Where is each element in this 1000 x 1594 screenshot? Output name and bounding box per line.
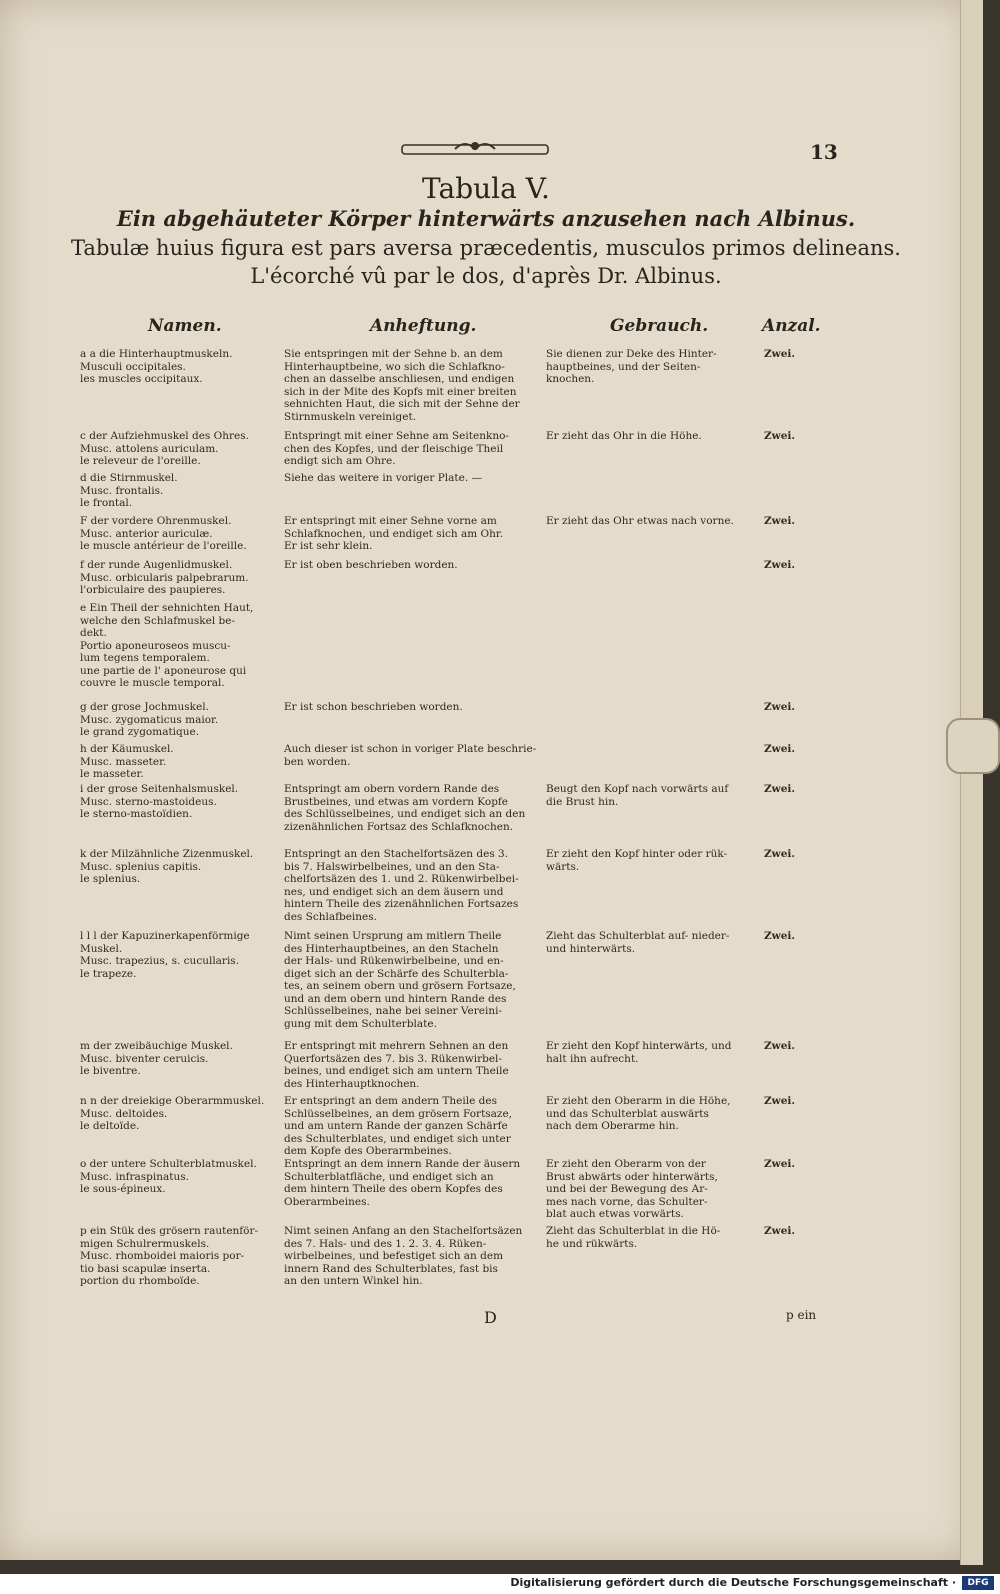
- row-count: Zwei.: [764, 783, 796, 795]
- row-name: [80, 1158, 280, 1196]
- row-attachment: [284, 472, 539, 485]
- row-use: [546, 783, 746, 808]
- row-name-line: le masseter.: [80, 768, 144, 780]
- row-name-line: k der Milzähnliche Zizenmuskel.: [80, 848, 254, 860]
- row-name-line: Musc. rhomboidei maioris por-: [80, 1250, 245, 1262]
- row-name-line: F der vordere Ohrenmuskel.: [80, 515, 232, 527]
- row-attachment: [284, 1095, 539, 1158]
- row-attachment-line: bis 7. Halswirbelbeines, und an den Sta-: [284, 860, 500, 873]
- row-use: [546, 1225, 746, 1250]
- row-name-line: migen Schulrermuskels.: [80, 1237, 210, 1250]
- row-name-line: g der grose Jochmuskel.: [80, 701, 209, 713]
- row-attachment-line: chelfortsäzen des 1. und 2. Rükenwirbelbei-: [284, 873, 519, 885]
- row-name: [80, 1225, 280, 1288]
- row-name-line: Musc. splenius capitis.: [80, 860, 202, 873]
- row-attachment-line: Entspringt mit einer Sehne am Seitenkno-: [284, 430, 509, 442]
- row-attachment: [284, 930, 539, 1030]
- row-name-line: Musc. frontalis.: [80, 484, 164, 497]
- row-count: Zwei.: [764, 1095, 796, 1107]
- row-name-line: le grand zygomatique.: [80, 726, 200, 738]
- row-count: Zwei.: [764, 348, 796, 360]
- row-attachment-line: sehnichten Haut, die sich mit der Sehne der: [284, 398, 520, 410]
- footer-bar: [0, 1574, 1000, 1594]
- row-attachment-line: dem Kopfe des Oberarmbeines.: [284, 1145, 452, 1157]
- row-use: [546, 1095, 746, 1133]
- row-attachment: [284, 1040, 539, 1090]
- footer-credit: Digitalisierung gefördert durch die Deutsche Forschungsgemeinschaft ·: [510, 1576, 956, 1589]
- row-name: [80, 701, 280, 739]
- row-name-line: p ein Stük des grösern rautenför-: [80, 1225, 259, 1237]
- row-attachment-line: chen an dasselbe anschliesen, und endigen: [284, 373, 515, 385]
- row-attachment-line: Oberarmbeines.: [284, 1195, 370, 1208]
- row-use-line: knochen.: [546, 373, 595, 385]
- row-name: [80, 1040, 280, 1078]
- column-header-use: Gebrauch.: [610, 316, 709, 336]
- row-name: [80, 430, 280, 468]
- row-name-line: Muskel.: [80, 942, 123, 955]
- row-attachment-line: Brustbeines, und etwas am vordern Kopfe: [284, 795, 509, 808]
- row-use-line: mes nach vorne, das Schulter-: [546, 1195, 708, 1208]
- row-attachment: [284, 783, 539, 833]
- row-attachment-line: Er entspringt an dem andern Theile des: [284, 1095, 497, 1107]
- column-header-attachment: Anheftung.: [370, 316, 477, 336]
- row-count: Zwei.: [764, 1158, 796, 1170]
- row-name-line: portion du rhomboïde.: [80, 1275, 200, 1287]
- row-use-line: Er zieht den Oberarm von der: [546, 1158, 706, 1170]
- row-attachment: [284, 1225, 539, 1288]
- row-name-line: welche den Schlafmuskel be-: [80, 614, 235, 627]
- row-count: Zwei.: [764, 930, 796, 942]
- row-attachment-line: Er ist sehr klein.: [284, 540, 373, 552]
- row-use-line: Brust abwärts oder hinterwärts,: [546, 1170, 718, 1183]
- plate-title: Tabula V.: [422, 172, 550, 205]
- row-count: Zwei.: [764, 701, 796, 713]
- row-use: [546, 515, 746, 528]
- row-count: Zwei.: [764, 430, 796, 442]
- row-name-line: le deltoïde.: [80, 1120, 140, 1132]
- row-attachment-line: wirbelbeines, und befestiget sich an dem: [284, 1250, 504, 1262]
- row-name: [80, 348, 280, 386]
- row-name-line: le biventre.: [80, 1065, 141, 1077]
- row-name: [80, 559, 280, 597]
- row-name: [80, 783, 280, 821]
- row-attachment: [284, 348, 539, 423]
- page-number: 13: [810, 140, 838, 164]
- row-attachment-line: tes, an seinem obern und grösern Fortsaze,: [284, 980, 516, 992]
- row-name: [80, 515, 280, 553]
- row-attachment-line: Querfortsäzen des 7. bis 3. Rükenwirbel-: [284, 1052, 502, 1065]
- row-name: [80, 472, 280, 510]
- row-attachment: [284, 515, 539, 553]
- row-attachment-line: gung mit dem Schulterblate.: [284, 1017, 437, 1030]
- row-count: Zwei.: [764, 1040, 796, 1052]
- row-name-line: le muscle antérieur de l'oreille.: [80, 540, 247, 552]
- binding-tab: [946, 718, 1000, 774]
- row-name-line: le sterno-mastoïdien.: [80, 808, 193, 820]
- german-subtitle: Ein abgehäuteter Körper hinterwärts anzusehen nach Albinus.: [116, 206, 856, 231]
- row-attachment-line: Schulterblatfläche, und endiget sich an: [284, 1170, 494, 1183]
- row-attachment-line: und an dem obern und hintern Rande des: [284, 992, 507, 1005]
- row-name-line: e Ein Theil der sehnichten Haut,: [80, 602, 254, 614]
- row-attachment: [284, 430, 539, 468]
- row-name-line: couvre le muscle temporal.: [80, 677, 225, 689]
- row-attachment-line: zizenähnlichen Fortsaz des Schlafknochen.: [284, 820, 514, 833]
- row-use-line: Er zieht den Kopf hinter oder rük-: [546, 848, 728, 860]
- row-attachment-line: endigt sich am Ohre.: [284, 455, 396, 467]
- row-name-line: le trapeze.: [80, 967, 137, 980]
- row-name-line: le frontal.: [80, 497, 133, 509]
- row-name-line: Musc. anterior auriculæ.: [80, 527, 213, 540]
- row-use: [546, 1040, 746, 1065]
- row-attachment-line: und am untern Rande der ganzen Schärfe: [284, 1120, 508, 1132]
- row-attachment-line: des Schulterblates, und endiget sich unter: [284, 1132, 511, 1145]
- row-attachment-line: Hinterhauptbeine, wo sich die Schlafkno-: [284, 360, 505, 373]
- row-attachment-line: des Hinterhauptbeines, an den Stacheln: [284, 942, 499, 955]
- row-attachment-line: beines, und endiget sich am untern Theile: [284, 1065, 509, 1077]
- column-header-names: Namen.: [148, 316, 222, 336]
- row-name-line: le splenius.: [80, 873, 141, 885]
- row-use-line: Sie dienen zur Deke des Hinter-: [546, 348, 717, 360]
- row-use-line: blat auch etwas vorwärts.: [546, 1208, 684, 1220]
- row-attachment-line: ben worden.: [284, 755, 351, 768]
- row-use-line: und das Schulterblat auswärts: [546, 1107, 709, 1120]
- row-name-line: tio basi scapulæ inserta.: [80, 1262, 211, 1275]
- row-name-line: les muscles occipitaux.: [80, 373, 203, 385]
- row-name-line: le releveur de l'oreille.: [80, 455, 201, 467]
- row-name-line: h der Käumuskel.: [80, 743, 174, 755]
- row-name-line: n n der dreiekige Oberarmmuskel.: [80, 1095, 265, 1107]
- row-name-line: Musc. trapezius, s. cucullaris.: [80, 955, 240, 967]
- row-attachment-line: Er ist oben beschrieben worden.: [284, 559, 458, 571]
- row-attachment-line: Nimt seinen Anfang an den Stachelfortsäzen: [284, 1225, 523, 1237]
- row-use-line: Er zieht den Kopf hinterwärts, und: [546, 1040, 732, 1052]
- row-name-line: d die Stirnmuskel.: [80, 472, 178, 484]
- row-attachment-line: sich in der Mite des Kopfs mit einer breiten: [284, 385, 517, 398]
- row-name-line: Musc. masseter.: [80, 755, 167, 768]
- french-subtitle: L'écorché vû par le dos, d'après Dr. Albinus.: [250, 264, 722, 288]
- row-name-line: Musc. orbicularis palpebrarum.: [80, 571, 249, 584]
- row-use: [546, 930, 746, 955]
- row-use: [546, 848, 746, 873]
- row-attachment-line: Auch dieser ist schon in voriger Plate beschrie-: [284, 743, 537, 755]
- row-attachment: [284, 1158, 539, 1208]
- row-use-line: nach dem Oberarme hin.: [546, 1120, 679, 1132]
- row-name: [80, 743, 280, 781]
- row-name-line: Musc. infraspinatus.: [80, 1170, 189, 1183]
- row-name-line: Musc. zygomaticus maior.: [80, 713, 219, 726]
- row-use: [546, 430, 746, 443]
- row-attachment-line: hintern Theile des zizenähnlichen Fortsazes: [284, 898, 519, 910]
- row-name: [80, 602, 280, 690]
- row-count: Zwei.: [764, 743, 796, 755]
- row-attachment-line: Er entspringt mit mehrern Sehnen an den: [284, 1040, 509, 1052]
- row-name-line: c der Aufziehmuskel des Ohres.: [80, 430, 249, 442]
- row-attachment-line: der Hals- und Rükenwirbelbeine, und en-: [284, 955, 504, 967]
- row-name-line: i der grose Seitenhalsmuskel.: [80, 783, 239, 795]
- row-name-line: a a die Hinterhauptmuskeln.: [80, 348, 233, 360]
- row-attachment-line: nes, und endiget sich an dem äusern und: [284, 885, 504, 898]
- row-use-line: und hinterwärts.: [546, 942, 636, 955]
- row-name-line: l l l der Kapuzinerkapenförmige: [80, 930, 250, 942]
- row-name-line: Musc. attolens auriculam.: [80, 442, 219, 455]
- latin-subtitle: Tabulæ huius figura est pars aversa præcedentis, musculos primos delineans.: [71, 236, 901, 260]
- row-use-line: Zieht das Schulterblat in die Hö-: [546, 1225, 721, 1237]
- row-name-line: o der untere Schulterblatmuskel.: [80, 1158, 257, 1170]
- row-attachment-line: Er entspringt mit einer Sehne vorne am: [284, 515, 497, 527]
- row-attachment-line: innern Rand des Schulterblates, fast bis: [284, 1262, 498, 1275]
- row-use-line: halt ihn aufrecht.: [546, 1052, 639, 1065]
- row-attachment: [284, 848, 539, 923]
- row-name-line: Musc. deltoides.: [80, 1107, 168, 1120]
- row-attachment-line: dem hintern Theile des obern Kopfes des: [284, 1183, 503, 1195]
- row-use-line: he und rükwärts.: [546, 1237, 638, 1250]
- row-use-line: Zieht das Schulterblat auf- nieder-: [546, 930, 730, 942]
- row-name-line: l'orbiculaire des paupieres.: [80, 584, 226, 596]
- row-use-line: die Brust hin.: [546, 795, 619, 808]
- row-attachment-line: des 7. Hals- und des 1. 2. 3. 4. Rüken-: [284, 1237, 487, 1250]
- row-name-line: Musc. sterno-mastoideus.: [80, 795, 217, 808]
- row-attachment-line: des Schlafbeines.: [284, 910, 377, 923]
- ornament-icon: [400, 138, 550, 160]
- row-attachment-line: Entspringt an dem innern Rande der äusern: [284, 1158, 521, 1170]
- row-attachment-line: Siehe das weitere in voriger Plate. —: [284, 472, 483, 484]
- row-attachment-line: Schlüsselbeines, nahe bei seiner Vereini-: [284, 1005, 502, 1017]
- row-attachment-line: Schlüsselbeines, an dem grösern Fortsaze,: [284, 1107, 513, 1120]
- row-name: [80, 930, 280, 980]
- row-attachment-line: diget sich an der Schärfe des Schulterbla-: [284, 967, 509, 980]
- row-use-line: Er zieht das Ohr etwas nach vorne.: [546, 515, 734, 527]
- row-attachment-line: chen des Kopfes, und der fleischige Theil: [284, 442, 504, 455]
- row-use-line: Beugt den Kopf nach vorwärts auf: [546, 783, 729, 795]
- row-name: [80, 848, 280, 886]
- row-attachment-line: Entspringt an den Stachelfortsäzen des 3.: [284, 848, 509, 860]
- row-attachment-line: Er ist schon beschrieben worden.: [284, 701, 463, 713]
- row-attachment-line: Nimt seinen Ursprung am mitlern Theile: [284, 930, 502, 942]
- row-use-line: und bei der Bewegung des Ar-: [546, 1183, 708, 1195]
- row-attachment-line: Entspringt am obern vordern Rande des: [284, 783, 500, 795]
- row-name-line: m der zweibäuchige Muskel.: [80, 1040, 233, 1052]
- row-attachment-line: Sie entspringen mit der Sehne b. an dem: [284, 348, 503, 360]
- signature-mark: D: [484, 1308, 497, 1327]
- row-name: [80, 1095, 280, 1133]
- row-attachment-line: Schlafknochen, und endiget sich am Ohr.: [284, 527, 504, 540]
- row-name-line: dekt.: [80, 627, 107, 639]
- row-attachment-line: an den untern Winkel hin.: [284, 1275, 423, 1287]
- row-name-line: une partie de l' aponeurose qui: [80, 664, 247, 677]
- row-use-line: wärts.: [546, 860, 580, 873]
- page-edge: [960, 0, 983, 1565]
- row-name-line: le sous-épineux.: [80, 1183, 166, 1195]
- row-name-line: Musc. biventer ceruicis.: [80, 1052, 209, 1065]
- row-count: Zwei.: [764, 848, 796, 860]
- row-use-line: hauptbeines, und der Seiten-: [546, 360, 701, 373]
- row-attachment-line: des Hinterhauptknochen.: [284, 1077, 420, 1090]
- row-use-line: Er zieht das Ohr in die Höhe.: [546, 430, 702, 442]
- row-attachment: [284, 559, 539, 572]
- row-attachment: [284, 743, 539, 768]
- row-attachment-line: des Schlüsselbeines, und endiget sich an den: [284, 808, 526, 820]
- row-count: Zwei.: [764, 515, 796, 527]
- row-count: Zwei.: [764, 1225, 796, 1237]
- row-name-line: f der runde Augenlidmuskel.: [80, 559, 233, 571]
- row-attachment-line: Stirnmuskeln vereiniget.: [284, 410, 417, 423]
- row-attachment: [284, 701, 539, 714]
- row-name-line: lum tegens temporalem.: [80, 652, 210, 664]
- catchword: p ein: [786, 1308, 817, 1322]
- row-name-line: Portio aponeuroseos muscu-: [80, 639, 231, 652]
- dfg-logo: DFG: [962, 1576, 994, 1590]
- row-name-line: Musculi occipitales.: [80, 360, 186, 373]
- row-use-line: Er zieht den Oberarm in die Höhe,: [546, 1095, 731, 1107]
- column-header-count: Anzal.: [762, 316, 821, 336]
- row-count: Zwei.: [764, 559, 796, 571]
- row-use: [546, 348, 746, 386]
- row-use: [546, 1158, 746, 1221]
